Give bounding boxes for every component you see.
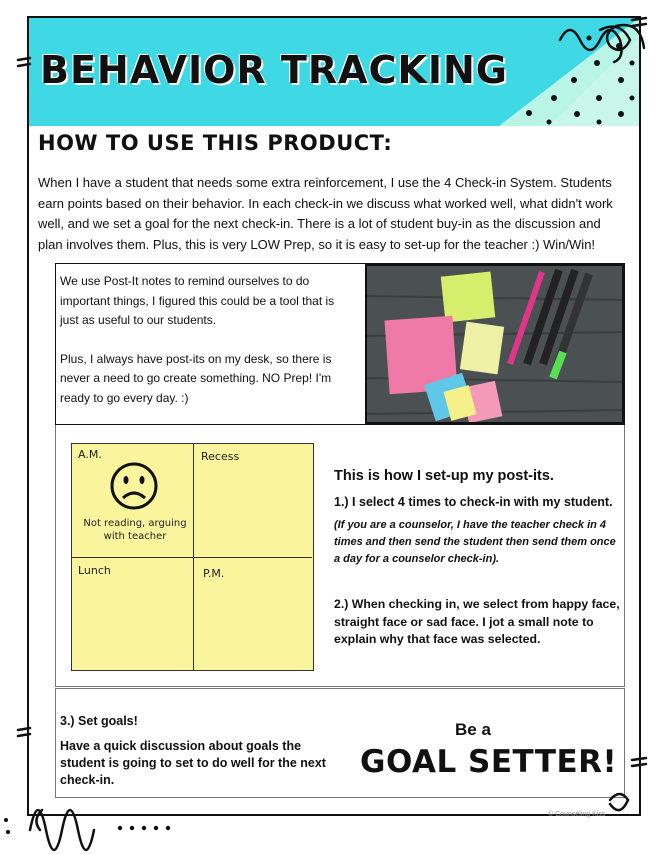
- goals-title: 3.) Set goals!: [60, 714, 138, 728]
- sad-face-icon: [108, 460, 160, 512]
- page-title: BEHAVIOR TRACKING: [40, 48, 508, 92]
- pm-label: P.M.: [203, 567, 225, 580]
- section-heading: HOW TO USE THIS PRODUCT:: [38, 131, 393, 155]
- am-label: A.M.: [78, 448, 102, 461]
- grid-divider-horizontal: [72, 557, 312, 558]
- sticky-note-example: [71, 443, 314, 671]
- postit-paragraph-2: Plus, I always have post-its on my desk, so there is never a need to go create something. NO Prep! I'm ready to go every day. :): [60, 351, 332, 405]
- intro-paragraph: When I have a student that needs some extra reinforcement, I use the 4 Check-in System. Students earn points based on their behavior. In each check-in we discuss what worked well, what didn't work well, and we set a goal for the next check-in. There is a lot of student buy-in as the discussion and plan involves them. Plus, this is very LOW Prep, so it is easy to set-up for the teacher :) Win/Win!: [38, 175, 613, 252]
- step-1-note: (If you are a counselor, I have the teacher check in 4 times and then send the student then send them once a day for a counselor check-in).: [334, 519, 616, 565]
- postit-info-text: [60, 272, 350, 427]
- step-1: 1.) I select 4 times to check-in with my student.: [334, 495, 613, 509]
- lunch-label: Lunch: [78, 564, 111, 577]
- be-a-label: Be a: [455, 720, 491, 739]
- face-note: Not reading, arguing with teacher: [83, 518, 187, 542]
- sticky-notes-photo: [365, 264, 624, 424]
- step-2: 2.) When checking in, we select from happy face, straight face or sad face. I jot a small note to explain why that face was selected.: [334, 597, 620, 646]
- goal-setter-heading: GOAL SETTER!: [360, 744, 618, 780]
- copyright-notice: © Counseling Kiss: [548, 811, 606, 818]
- goals-text: Have a quick discussion about goals the student is going to set to do well for the next check-in.: [60, 739, 326, 787]
- postit-paragraph-1: We use Post-It notes to remind ourselves to do important things, I figured this could be a tool that is just as useful to our students.: [60, 274, 335, 327]
- setup-title: This is how I set-up my post-its.: [334, 468, 554, 484]
- photo-illustration: [367, 266, 624, 424]
- recess-label: Recess: [201, 450, 240, 463]
